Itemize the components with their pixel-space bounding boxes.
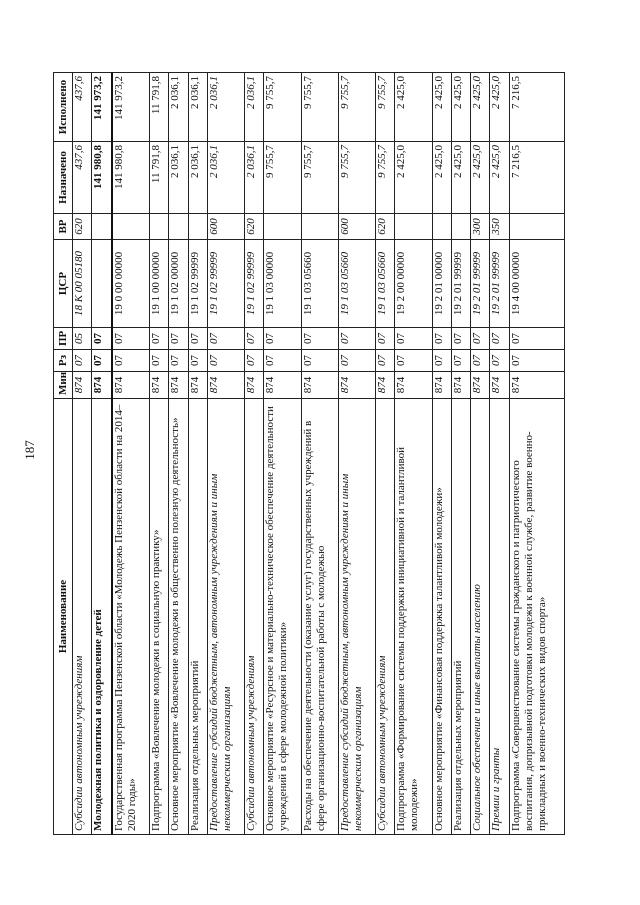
cell-assigned: 7 216,5: [509, 142, 564, 214]
cell-executed: 9 755,7: [338, 73, 375, 142]
cell-pr: 07: [92, 328, 112, 350]
cell-min: 874: [208, 372, 245, 399]
cell-csr: 19 0 00 00000: [112, 240, 150, 328]
cell-executed: 9 755,7: [376, 73, 395, 142]
cell-min: 874: [471, 372, 490, 399]
cell-name: Предоставление субсидий бюджетным, автономным учреждениям и иным некоммерческим организациям: [208, 399, 245, 835]
cell-vr: 300: [471, 214, 490, 240]
cell-vr: 620: [376, 214, 395, 240]
cell-vr: [112, 214, 150, 240]
cell-csr: 19 2 01 99999: [471, 240, 490, 328]
cell-executed: 2 425,0: [490, 73, 509, 142]
cell-pr: 07: [112, 328, 150, 350]
cell-rz: 07: [208, 350, 245, 372]
cell-min: 874: [188, 372, 207, 399]
table-row: [301, 73, 338, 835]
cell-executed: 9 755,7: [301, 73, 338, 142]
cell-csr: 19 2 01 00000: [432, 240, 451, 328]
cell-rz: 07: [301, 350, 338, 372]
col-header-pr: ПР: [54, 328, 73, 350]
cell-assigned: 2 036,1: [245, 142, 264, 214]
cell-rz: 07: [376, 350, 395, 372]
cell-csr: 19 1 03 05660: [338, 240, 375, 328]
cell-pr: 07: [395, 328, 432, 350]
cell-assigned: 2 425,0: [395, 142, 432, 214]
cell-min: 874: [112, 372, 150, 399]
cell-assigned: 141 980,8: [112, 142, 150, 214]
cell-assigned: 2 036,1: [188, 142, 207, 214]
cell-vr: 350: [490, 214, 509, 240]
cell-vr: [188, 214, 207, 240]
cell-assigned: 141 980,8: [92, 142, 112, 214]
cell-csr: 18 К 00 05180: [73, 240, 92, 328]
cell-assigned: 9 755,7: [301, 142, 338, 214]
cell-executed: 2 036,1: [208, 73, 245, 142]
cell-executed: 2 036,1: [169, 73, 188, 142]
cell-name: Подпрограмма «Совершенствование системы гражданского и патриотического воспитания, допризывной подготовки молодежи к военной службе, развитие военно-прикладных и военно-технических видов спорта»: [509, 399, 564, 835]
cell-assigned: 2 425,0: [471, 142, 490, 214]
table-row: [92, 73, 112, 835]
cell-vr: [451, 214, 470, 240]
col-header-assigned: Назначено: [54, 142, 73, 214]
cell-name: Государственная программа Пензенской области «Молодежь Пензенской области на 2014–2020 годы»: [112, 399, 150, 835]
table-row: [490, 73, 509, 835]
cell-name: Основное мероприятие «Финансовая поддержка талантливой молодежи»: [432, 399, 451, 835]
cell-executed: 141 973,2: [112, 73, 150, 142]
cell-min: 874: [169, 372, 188, 399]
col-header-name: Наименование: [54, 399, 73, 835]
cell-executed: 9 755,7: [264, 73, 301, 142]
cell-name: Субсидии автономным учреждениям: [245, 399, 264, 835]
table-row: [264, 73, 301, 835]
table-row: [245, 73, 264, 835]
cell-pr: 07: [208, 328, 245, 350]
cell-rz: 07: [264, 350, 301, 372]
cell-rz: 07: [112, 350, 150, 372]
cell-assigned: 2 425,0: [451, 142, 470, 214]
cell-executed: 2 425,0: [395, 73, 432, 142]
cell-min: 874: [338, 372, 375, 399]
cell-csr: 19 1 03 00000: [264, 240, 301, 328]
cell-csr: 19 1 03 05660: [301, 240, 338, 328]
cell-executed: 2 425,0: [432, 73, 451, 142]
cell-assigned: 11 791,8: [150, 142, 169, 214]
col-header-vr: ВР: [54, 214, 73, 240]
cell-rz: 07: [92, 350, 112, 372]
cell-min: 874: [451, 372, 470, 399]
cell-vr: 620: [245, 214, 264, 240]
cell-rz: 07: [73, 350, 92, 372]
cell-min: 874: [301, 372, 338, 399]
table-row: [395, 73, 432, 835]
table-body: [73, 73, 565, 835]
cell-rz: 07: [150, 350, 169, 372]
table-row: [208, 73, 245, 835]
cell-pr: 07: [451, 328, 470, 350]
cell-executed: 2 036,1: [188, 73, 207, 142]
table-row: [112, 73, 150, 835]
cell-rz: 07: [471, 350, 490, 372]
col-header-executed: Исполнено: [54, 73, 73, 142]
cell-rz: 07: [490, 350, 509, 372]
cell-csr: 19 1 02 99999: [245, 240, 264, 328]
cell-rz: 07: [338, 350, 375, 372]
cell-csr: 19 1 02 99999: [208, 240, 245, 328]
cell-executed: 2 425,0: [471, 73, 490, 142]
cell-name: Основное мероприятие «Ресурсное и материально-техническое обеспечение деятельности учреждений в сфере молодежной политики»: [264, 399, 301, 835]
cell-name: Социальное обеспечение и иные выплаты населению: [471, 399, 490, 835]
cell-name: Реализация отдельных мероприятий: [188, 399, 207, 835]
cell-csr: [92, 240, 112, 328]
cell-rz: 07: [188, 350, 207, 372]
table-row: [169, 73, 188, 835]
col-header-csr: ЦСР: [54, 240, 73, 328]
cell-min: 874: [490, 372, 509, 399]
cell-name: Основное мероприятие «Вовлечение молодежи в общественно полезную деятельность»: [169, 399, 188, 835]
col-header-min: Мин: [54, 372, 73, 399]
cell-csr: 19 4 00 00000: [509, 240, 564, 328]
table-row: [432, 73, 451, 835]
rotated-table-container: [53, 73, 565, 835]
cell-pr: 07: [264, 328, 301, 350]
cell-pr: 07: [338, 328, 375, 350]
cell-assigned: 2 036,1: [169, 142, 188, 214]
col-header-rz: Рз: [54, 350, 73, 372]
cell-pr: 07: [188, 328, 207, 350]
cell-csr: 19 2 01 99999: [490, 240, 509, 328]
table-row: [509, 73, 564, 835]
cell-rz: 07: [245, 350, 264, 372]
cell-vr: [169, 214, 188, 240]
cell-min: 874: [73, 372, 92, 399]
cell-pr: 07: [471, 328, 490, 350]
cell-min: 874: [150, 372, 169, 399]
cell-vr: [395, 214, 432, 240]
cell-assigned: 9 755,7: [376, 142, 395, 214]
cell-name: Предоставление субсидий бюджетным, автономным учреждениям и иным некоммерческим организациям: [338, 399, 375, 835]
cell-min: 874: [432, 372, 451, 399]
cell-csr: 19 2 01 99999: [451, 240, 470, 328]
budget-table: [53, 72, 565, 835]
cell-assigned: 2 036,1: [208, 142, 245, 214]
table-row: [73, 73, 92, 835]
cell-vr: 600: [208, 214, 245, 240]
table-header: [54, 73, 73, 835]
cell-pr: 07: [432, 328, 451, 350]
cell-assigned: 9 755,7: [264, 142, 301, 214]
cell-executed: 2 425,0: [451, 73, 470, 142]
cell-min: 874: [376, 372, 395, 399]
table-row: [376, 73, 395, 835]
cell-executed: 11 791,8: [150, 73, 169, 142]
cell-name: Реализация отдельных мероприятий: [451, 399, 470, 835]
table-row: [471, 73, 490, 835]
cell-csr: 19 1 00 00000: [150, 240, 169, 328]
cell-pr: 05: [73, 328, 92, 350]
cell-min: 874: [264, 372, 301, 399]
cell-vr: [432, 214, 451, 240]
cell-name: Субсидии автономным учреждениям: [376, 399, 395, 835]
cell-min: 874: [395, 372, 432, 399]
cell-name: Расходы на обеспечение деятельности (оказание услуг) государственных учреждений в сфере организационно-воспитательной работы с молодежью: [301, 399, 338, 835]
cell-name: Молодежная политика и оздоровление детей: [92, 399, 112, 835]
cell-pr: 07: [301, 328, 338, 350]
cell-vr: [301, 214, 338, 240]
cell-vr: [92, 214, 112, 240]
cell-executed: 7 216,5: [509, 73, 564, 142]
cell-assigned: 2 425,0: [490, 142, 509, 214]
cell-csr: 19 2 00 00000: [395, 240, 432, 328]
cell-name: Подпрограмма «Формирование системы поддержки инициативной и талантливой молодежи»: [395, 399, 432, 835]
cell-csr: 19 1 02 99999: [188, 240, 207, 328]
cell-min: 874: [509, 372, 564, 399]
cell-vr: 600: [338, 214, 375, 240]
cell-pr: 07: [150, 328, 169, 350]
cell-rz: 07: [451, 350, 470, 372]
cell-vr: [264, 214, 301, 240]
cell-pr: 07: [376, 328, 395, 350]
page-number: 187: [22, 440, 37, 460]
cell-assigned: 9 755,7: [338, 142, 375, 214]
cell-name: Подпрограмма «Вовлечение молодежи в социальную практику»: [150, 399, 169, 835]
cell-min: 874: [245, 372, 264, 399]
cell-vr: [509, 214, 564, 240]
cell-assigned: 437,6: [73, 142, 92, 214]
table-row: [451, 73, 470, 835]
cell-rz: 07: [395, 350, 432, 372]
cell-csr: 19 1 03 05660: [376, 240, 395, 328]
cell-rz: 07: [432, 350, 451, 372]
cell-name: Премии и гранты: [490, 399, 509, 835]
table-row: [188, 73, 207, 835]
table-row: [150, 73, 169, 835]
cell-rz: 07: [509, 350, 564, 372]
cell-vr: [150, 214, 169, 240]
cell-csr: 19 1 02 00000: [169, 240, 188, 328]
cell-executed: 2 036,1: [245, 73, 264, 142]
cell-vr: 620: [73, 214, 92, 240]
cell-min: 874: [92, 372, 112, 399]
cell-pr: 07: [169, 328, 188, 350]
cell-assigned: 2 425,0: [432, 142, 451, 214]
cell-executed: 141 973,2: [92, 73, 112, 142]
cell-rz: 07: [169, 350, 188, 372]
cell-executed: 437,6: [73, 73, 92, 142]
cell-name: Субсидии автономным учреждениям: [73, 399, 92, 835]
cell-pr: 07: [509, 328, 564, 350]
cell-pr: 07: [245, 328, 264, 350]
table-row: [338, 73, 375, 835]
cell-pr: 07: [490, 328, 509, 350]
